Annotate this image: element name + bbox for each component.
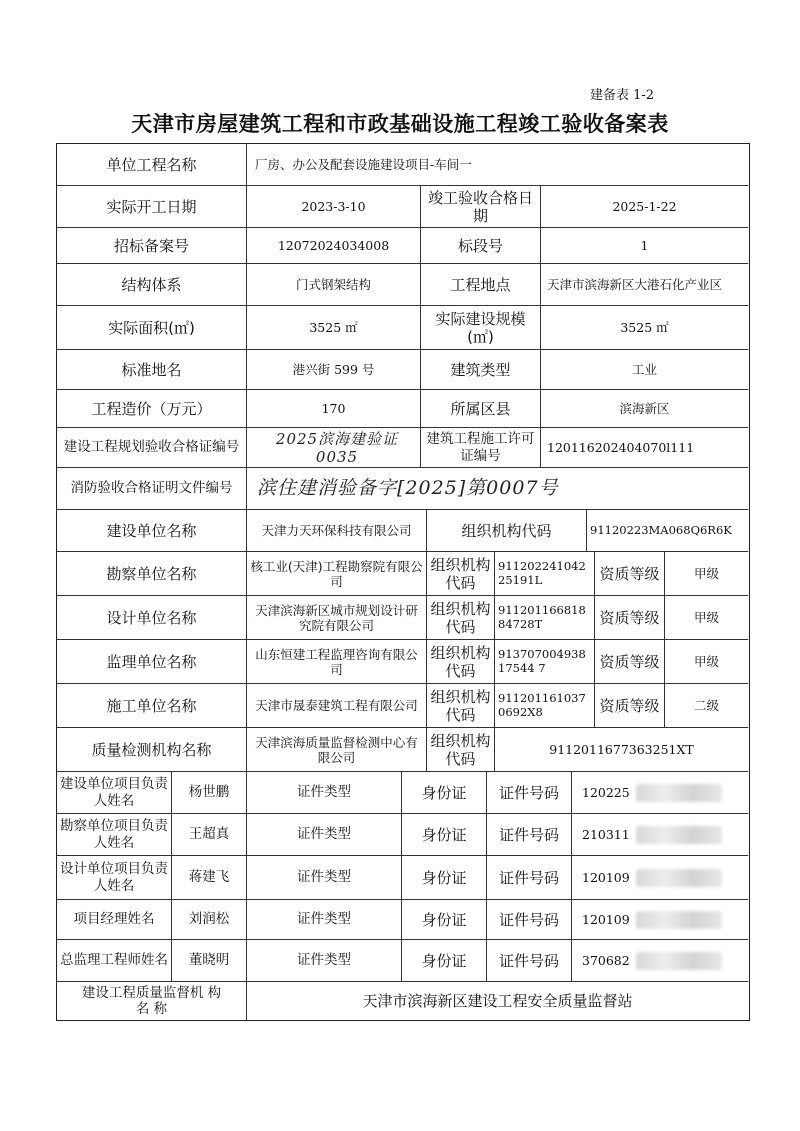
label-person-role: 总监理工程师姓名: [57, 940, 172, 981]
value-design-org-code: 91120116681884728T: [495, 596, 595, 639]
value-building-type: 工业: [631, 362, 657, 377]
value-builder-qualification: 二级: [693, 698, 719, 713]
row-person-3: [57, 900, 748, 940]
row-dates: [57, 186, 748, 228]
value-design-unit: 天津滨海新区城市规划设计研究院有限公司: [247, 596, 427, 639]
row-fire-cert: [57, 468, 748, 510]
label-scale: 实际建设规模(㎡): [421, 306, 541, 349]
value-testing-org-code: 9112011677363251XT: [549, 742, 694, 757]
value-area: 3525 ㎡: [247, 306, 421, 349]
value-supervision-qualification: 甲级: [693, 654, 719, 669]
value-builder-unit: 天津市晟泰建筑工程有限公司: [247, 684, 427, 727]
label-qualification: 资质等级: [595, 596, 665, 639]
value-bid-record: 12072024034008: [247, 228, 421, 263]
value-cert-no: [572, 940, 748, 981]
label-area: 实际面积(㎡): [57, 306, 247, 349]
label-cost: 工程造价（万元）: [57, 390, 247, 427]
value-cert-type: 身份证: [402, 900, 487, 939]
label-fire-cert: 消防验收合格证明文件编号: [57, 468, 247, 509]
label-person-role: 项目经理姓名: [57, 900, 172, 939]
label-cert-type: 证件类型: [247, 900, 402, 939]
label-cert-type: 证件类型: [247, 814, 402, 855]
label-person-role: 建设单位项目负责人姓名: [57, 772, 172, 813]
label-supervision-unit: 监理单位名称: [57, 640, 247, 683]
label-person-role: 设计单位项目负责人姓名: [57, 856, 172, 899]
label-org-code-short: 组织机构代码: [427, 640, 495, 683]
row-address: [57, 350, 748, 390]
value-address: 港兴街 599 号: [247, 350, 421, 389]
row-person-0: [57, 772, 748, 814]
value-cert-type: 身份证: [402, 940, 487, 981]
value-person-name: 蒋建飞: [172, 856, 247, 899]
label-building-type: 建筑类型: [421, 350, 541, 389]
row-cost: [57, 390, 748, 428]
label-survey-unit: 勘察单位名称: [57, 552, 247, 595]
label-org-code-short: 组织机构代码: [427, 552, 495, 595]
cert-no-visible: 120109: [582, 912, 630, 927]
label-org-code-short: 组织机构代码: [427, 684, 495, 727]
redaction-blur: [636, 826, 722, 844]
value-person-name: 杨世鹏: [172, 772, 247, 813]
label-org-code: 组织机构代码: [427, 510, 587, 551]
value-cert-type: 身份证: [402, 772, 487, 813]
redaction-blur: [636, 911, 722, 929]
value-construction-unit: 天津力天环保科技有限公司: [247, 510, 427, 551]
label-cert-type: 证件类型: [247, 940, 402, 981]
page-title: 天津市房屋建筑工程和市政基础设施工程竣工验收备案表: [131, 112, 669, 136]
row-person-4: [57, 940, 748, 982]
row-person-1: [57, 814, 748, 856]
label-cert-no: 证件号码: [487, 814, 572, 855]
value-cert-type: 身份证: [402, 856, 487, 899]
row-unit-2: [57, 596, 748, 640]
value-supervision-org-code: 91370700493817544 7: [495, 640, 595, 683]
label-qualification: 资质等级: [595, 552, 665, 595]
value-scale: 3525 ㎡: [620, 320, 669, 335]
row-structure: [57, 264, 748, 306]
value-structure: 门式钢架结构: [247, 264, 421, 305]
value-builder-org-code: 9112011610370692X8: [495, 684, 595, 727]
value-fire-cert: 滨住建消验备字[2025]第0007号: [257, 477, 559, 500]
redaction-blur: [636, 952, 722, 970]
label-section: 标段号: [421, 228, 541, 263]
value-testing-unit: 天津滨海质量监督检测中心有限公司: [247, 728, 427, 771]
label-structure: 结构体系: [57, 264, 247, 305]
value-cert-no: [572, 856, 748, 899]
row-unit-1: [57, 552, 748, 596]
label-person-role: 勘察单位项目负责人姓名: [57, 814, 172, 855]
value-cert-no: [572, 772, 748, 813]
value-supervision-unit: 山东恒建工程监理咨询有限公司: [247, 640, 427, 683]
value-location: 天津市滨海新区大港石化产业区: [547, 277, 723, 292]
row-unit-0: [57, 510, 748, 552]
redaction-blur: [636, 869, 722, 887]
value-survey-qualification: 甲级: [693, 566, 719, 581]
value-cert-no: [572, 814, 748, 855]
label-construction-unit: 建设单位名称: [57, 510, 247, 551]
label-unit-project: 单位工程名称: [57, 144, 247, 185]
label-org-code-short: 组织机构代码: [427, 728, 495, 771]
row-unit-5: [57, 728, 748, 772]
row-supervision-agency: [57, 982, 748, 1020]
label-qualification: 资质等级: [595, 640, 665, 683]
value-person-name: 刘润松: [172, 900, 247, 939]
value-cost: 170: [247, 390, 421, 427]
value-construction-org-code: 91120223MA068Q6R6K: [590, 522, 732, 537]
value-permit: 120116202404070l111: [547, 440, 695, 455]
row-unit-4: [57, 684, 748, 728]
label-bid-record: 招标备案号: [57, 228, 247, 263]
row-unit-project: [57, 144, 748, 186]
label-supervision-agency: 建设工程质量监督机 构 名 称: [57, 982, 247, 1020]
label-cert-no: 证件号码: [487, 940, 572, 981]
label-cert-type: 证件类型: [247, 772, 402, 813]
redaction-blur: [636, 784, 722, 802]
label-completion-date: 竣工验收合格日期: [421, 186, 541, 227]
value-supervision-agency: 天津市滨海新区建设工程安全质量监督站: [362, 992, 633, 1010]
label-district: 所属区县: [421, 390, 541, 427]
label-cert-no: 证件号码: [487, 856, 572, 899]
filing-form-table: [56, 143, 750, 1021]
row-planning-cert: [57, 428, 748, 468]
label-cert-no: 证件号码: [487, 900, 572, 939]
form-number: 建备表 1-2: [590, 88, 655, 103]
cert-no-visible: 210311: [582, 827, 630, 842]
cert-no-visible: 120225: [582, 785, 630, 800]
value-survey-org-code: 91120224104225191L: [495, 552, 595, 595]
cert-no-visible: 120109: [582, 870, 630, 885]
label-planning-cert: 建设工程规划验收合格证编号: [57, 428, 247, 467]
label-testing-unit: 质量检测机构名称: [57, 728, 247, 771]
value-section: 1: [640, 238, 649, 253]
value-person-name: 王超真: [172, 814, 247, 855]
value-cert-no: [572, 900, 748, 939]
value-person-name: 董晓明: [172, 940, 247, 981]
value-cert-type: 身份证: [402, 814, 487, 855]
value-completion-date: 2025-1-22: [612, 199, 677, 214]
value-district: 滨海新区: [619, 401, 670, 416]
row-unit-3: [57, 640, 748, 684]
value-planning-cert: 2025滨海建验证0035: [247, 428, 421, 467]
value-start-date: 2023-3-10: [247, 186, 421, 227]
label-start-date: 实际开工日期: [57, 186, 247, 227]
label-permit: 建筑工程施工许可证编号: [421, 428, 541, 467]
cert-no-visible: 370682: [582, 953, 630, 968]
row-area: [57, 306, 748, 350]
label-design-unit: 设计单位名称: [57, 596, 247, 639]
label-cert-type: 证件类型: [247, 856, 402, 899]
label-qualification: 资质等级: [595, 684, 665, 727]
row-bid: [57, 228, 748, 264]
row-person-2: [57, 856, 748, 900]
value-survey-unit: 核工业(天津)工程勘察院有限公司: [247, 552, 427, 595]
label-org-code-short: 组织机构代码: [427, 596, 495, 639]
label-cert-no: 证件号码: [487, 772, 572, 813]
label-builder-unit: 施工单位名称: [57, 684, 247, 727]
value-unit-project: 厂房、办公及配套设施建设项目-车间一: [255, 157, 472, 172]
value-design-qualification: 甲级: [693, 610, 719, 625]
label-address: 标准地名: [57, 350, 247, 389]
label-location: 工程地点: [421, 264, 541, 305]
